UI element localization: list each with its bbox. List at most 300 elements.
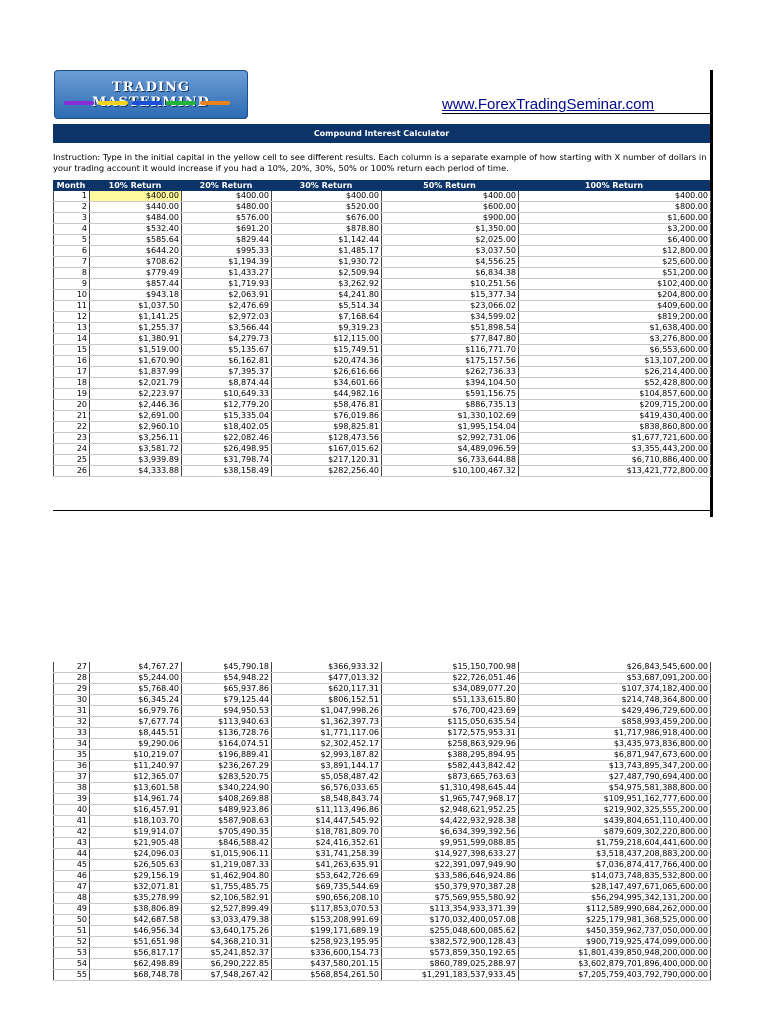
month-cell: 1 bbox=[54, 191, 90, 202]
month-cell: 11 bbox=[54, 301, 90, 312]
month-cell: 7 bbox=[54, 257, 90, 268]
logo-color-stripes bbox=[64, 101, 230, 105]
value-cell: $3,033,479.38 bbox=[182, 915, 272, 926]
value-cell: $1,141.25 bbox=[90, 312, 182, 323]
value-cell: $58,476.81 bbox=[272, 400, 382, 411]
value-cell: $5,135.67 bbox=[182, 345, 272, 356]
value-cell: $620,117.31 bbox=[272, 684, 382, 695]
value-cell: $484.00 bbox=[90, 213, 182, 224]
table-row bbox=[54, 684, 711, 695]
value-cell: $520.00 bbox=[272, 202, 382, 213]
value-cell: $38,806.89 bbox=[90, 904, 182, 915]
value-cell: $8,548,843.74 bbox=[272, 794, 382, 805]
value-cell: $3,518,437,208,883,200.00 bbox=[519, 849, 711, 860]
value-cell: $1,837.99 bbox=[90, 367, 182, 378]
month-cell: 3 bbox=[54, 213, 90, 224]
value-cell: $3,200.00 bbox=[519, 224, 711, 235]
value-cell: $366,933.32 bbox=[272, 662, 382, 673]
table-row bbox=[54, 378, 711, 389]
value-cell: $1,433.27 bbox=[182, 268, 272, 279]
table-row bbox=[54, 224, 711, 235]
logo-stripe bbox=[64, 101, 94, 105]
website-link[interactable]: www.ForexTradingSeminar.com bbox=[442, 96, 655, 113]
table-row bbox=[54, 739, 711, 750]
table-row bbox=[54, 948, 711, 959]
value-cell: $3,640,175.26 bbox=[182, 926, 272, 937]
initial-capital-input-cell[interactable]: $400.00 bbox=[90, 191, 182, 202]
value-cell: $79,125.44 bbox=[182, 695, 272, 706]
value-cell: $886,735.13 bbox=[382, 400, 519, 411]
table-row bbox=[54, 246, 711, 257]
table-row bbox=[54, 783, 711, 794]
value-cell: $31,741,258.39 bbox=[272, 849, 382, 860]
instruction-text: Instruction: Type in the initial capital in the yellow cell to see different results. Each column is a separate example of how starting with X number of dollars in your trading account it would increase if you had a 10%, 20%, 30%, 50% or 100% return each period of time. bbox=[53, 152, 707, 173]
value-cell: $8,874.44 bbox=[182, 378, 272, 389]
value-cell: $90,656,208.10 bbox=[272, 893, 382, 904]
value-cell: $26,505.63 bbox=[90, 860, 182, 871]
header-50-return: 50% Return bbox=[423, 181, 476, 190]
month-cell: 14 bbox=[54, 334, 90, 345]
value-cell: $2,476.69 bbox=[182, 301, 272, 312]
value-cell: $4,241.80 bbox=[272, 290, 382, 301]
value-cell: $419,430,400.00 bbox=[519, 411, 711, 422]
table-row bbox=[54, 191, 711, 202]
month-cell: 21 bbox=[54, 411, 90, 422]
value-cell: $838,860,800.00 bbox=[519, 422, 711, 433]
logo-stripe bbox=[132, 101, 162, 105]
value-cell: $437,580,201.15 bbox=[272, 959, 382, 970]
value-cell: $5,241,852.37 bbox=[182, 948, 272, 959]
table-row bbox=[54, 268, 711, 279]
value-cell: $199,171,689.19 bbox=[272, 926, 382, 937]
table-row bbox=[54, 290, 711, 301]
value-cell: $5,768.40 bbox=[90, 684, 182, 695]
value-cell: $1,380.91 bbox=[90, 334, 182, 345]
value-cell: $1,965,747,968.17 bbox=[382, 794, 519, 805]
value-cell: $676.00 bbox=[272, 213, 382, 224]
value-cell: $41,263,635.91 bbox=[272, 860, 382, 871]
value-cell: $576.00 bbox=[182, 213, 272, 224]
value-cell: $26,214,400.00 bbox=[519, 367, 711, 378]
value-cell: $28,147,497,671,065,600.00 bbox=[519, 882, 711, 893]
table-row bbox=[54, 871, 711, 882]
month-cell: 15 bbox=[54, 345, 90, 356]
value-cell: $258,923,195.95 bbox=[272, 937, 382, 948]
value-cell: $1,638,400.00 bbox=[519, 323, 711, 334]
value-cell: $2,025.00 bbox=[382, 235, 519, 246]
month-cell: 12 bbox=[54, 312, 90, 323]
value-cell: $489,923.86 bbox=[182, 805, 272, 816]
value-cell: $13,421,772,800.00 bbox=[519, 466, 711, 477]
header-underline bbox=[442, 113, 710, 114]
value-cell: $50,379,970,387.28 bbox=[382, 882, 519, 893]
value-cell: $1,194.39 bbox=[182, 257, 272, 268]
value-cell: $995.33 bbox=[182, 246, 272, 257]
header-20-return: 20% Return bbox=[199, 181, 253, 190]
value-cell: $22,391,097,949.90 bbox=[382, 860, 519, 871]
value-cell: $879,609,302,220,800.00 bbox=[519, 827, 711, 838]
value-cell: $1,462,904.80 bbox=[182, 871, 272, 882]
value-cell: $382,572,900,128.43 bbox=[382, 937, 519, 948]
header-month: Month bbox=[56, 181, 86, 190]
value-cell: $2,960.10 bbox=[90, 422, 182, 433]
value-cell: $6,710,886,400.00 bbox=[519, 455, 711, 466]
value-cell: $7,168.64 bbox=[272, 312, 382, 323]
value-cell: $76,019.86 bbox=[272, 411, 382, 422]
table-row bbox=[54, 904, 711, 915]
value-cell: $217,120.31 bbox=[272, 455, 382, 466]
value-cell: $15,150,700.98 bbox=[382, 662, 519, 673]
value-cell: $1,142.44 bbox=[272, 235, 382, 246]
value-cell: $3,581.72 bbox=[90, 444, 182, 455]
table-row bbox=[54, 706, 711, 717]
value-cell: $1,485.17 bbox=[272, 246, 382, 257]
month-cell: 36 bbox=[54, 761, 90, 772]
value-cell: $25,600.00 bbox=[519, 257, 711, 268]
value-cell: $336,600,154.73 bbox=[272, 948, 382, 959]
value-cell: $1,255.37 bbox=[90, 323, 182, 334]
value-cell: $9,951,599,088.85 bbox=[382, 838, 519, 849]
value-cell: $587,908.63 bbox=[182, 816, 272, 827]
table-row bbox=[54, 433, 711, 444]
month-cell: 26 bbox=[54, 466, 90, 477]
month-cell: 53 bbox=[54, 948, 90, 959]
value-cell: $4,279.73 bbox=[182, 334, 272, 345]
compound-table-page1 bbox=[53, 191, 711, 477]
value-cell: $1,670.90 bbox=[90, 356, 182, 367]
value-cell: $7,677.74 bbox=[90, 717, 182, 728]
value-cell: $591,156.75 bbox=[382, 389, 519, 400]
table-row bbox=[54, 816, 711, 827]
value-cell: $26,843,545,600.00 bbox=[519, 662, 711, 673]
value-cell: $51,898.54 bbox=[382, 323, 519, 334]
value-cell: $204,800.00 bbox=[519, 290, 711, 301]
value-cell: $1,219,087.33 bbox=[182, 860, 272, 871]
value-cell: $258,863,929.96 bbox=[382, 739, 519, 750]
month-cell: 2 bbox=[54, 202, 90, 213]
value-cell: $4,489,096.59 bbox=[382, 444, 519, 455]
value-cell: $262,736.33 bbox=[382, 367, 519, 378]
value-cell: $11,240.97 bbox=[90, 761, 182, 772]
value-cell: $1,330,102.69 bbox=[382, 411, 519, 422]
value-cell: $15,335.04 bbox=[182, 411, 272, 422]
value-cell: $1,310,498,645.44 bbox=[382, 783, 519, 794]
value-cell: $1,677,721,600.00 bbox=[519, 433, 711, 444]
value-cell: $3,435,973,836,800.00 bbox=[519, 739, 711, 750]
table-row bbox=[54, 400, 711, 411]
value-cell: $5,058,487.42 bbox=[272, 772, 382, 783]
value-cell: $873,665,763.63 bbox=[382, 772, 519, 783]
value-cell: $75,569,955,580.92 bbox=[382, 893, 519, 904]
value-cell: $477,013.32 bbox=[272, 673, 382, 684]
value-cell: $400.00 bbox=[382, 191, 519, 202]
table-row bbox=[54, 345, 711, 356]
logo-stripe bbox=[200, 101, 230, 105]
table-row bbox=[54, 235, 711, 246]
value-cell: $3,566.44 bbox=[182, 323, 272, 334]
value-cell: $1,291,183,537,933.45 bbox=[382, 970, 519, 981]
month-cell: 8 bbox=[54, 268, 90, 279]
value-cell: $22,726,051.46 bbox=[382, 673, 519, 684]
value-cell: $77,847.80 bbox=[382, 334, 519, 345]
value-cell: $6,733,644.88 bbox=[382, 455, 519, 466]
month-cell: 48 bbox=[54, 893, 90, 904]
month-cell: 52 bbox=[54, 937, 90, 948]
table-row bbox=[54, 860, 711, 871]
value-cell: $846,588.42 bbox=[182, 838, 272, 849]
value-cell: $46,956.34 bbox=[90, 926, 182, 937]
value-cell: $943.18 bbox=[90, 290, 182, 301]
value-cell: $51,200.00 bbox=[519, 268, 711, 279]
month-cell: 23 bbox=[54, 433, 90, 444]
value-cell: $2,021.79 bbox=[90, 378, 182, 389]
value-cell: $400.00 bbox=[182, 191, 272, 202]
value-cell: $44,982.16 bbox=[272, 389, 382, 400]
month-cell: 17 bbox=[54, 367, 90, 378]
value-cell: $4,767.27 bbox=[90, 662, 182, 673]
value-cell: $26,498.95 bbox=[182, 444, 272, 455]
month-cell: 32 bbox=[54, 717, 90, 728]
month-cell: 4 bbox=[54, 224, 90, 235]
month-cell: 22 bbox=[54, 422, 90, 433]
value-cell: $1,350.00 bbox=[382, 224, 519, 235]
table-row bbox=[54, 367, 711, 378]
value-cell: $56,817.17 bbox=[90, 948, 182, 959]
value-cell: $705,490.35 bbox=[182, 827, 272, 838]
month-cell: 24 bbox=[54, 444, 90, 455]
value-cell: $708.62 bbox=[90, 257, 182, 268]
table-row bbox=[54, 213, 711, 224]
table-row bbox=[54, 882, 711, 893]
logo-stripe bbox=[166, 101, 196, 105]
month-cell: 19 bbox=[54, 389, 90, 400]
value-cell: $1,771,117.06 bbox=[272, 728, 382, 739]
value-cell: $115,050,635.54 bbox=[382, 717, 519, 728]
value-cell: $62,498.89 bbox=[90, 959, 182, 970]
table-row bbox=[54, 805, 711, 816]
month-cell: 44 bbox=[54, 849, 90, 860]
value-cell: $167,015.62 bbox=[272, 444, 382, 455]
month-cell: 10 bbox=[54, 290, 90, 301]
month-cell: 51 bbox=[54, 926, 90, 937]
month-cell: 25 bbox=[54, 455, 90, 466]
value-cell: $806,152.51 bbox=[272, 695, 382, 706]
value-cell: $900.00 bbox=[382, 213, 519, 224]
value-cell: $6,400.00 bbox=[519, 235, 711, 246]
table-row bbox=[54, 312, 711, 323]
value-cell: $2,446.36 bbox=[90, 400, 182, 411]
value-cell: $2,302,452.17 bbox=[272, 739, 382, 750]
value-cell: $31,798.74 bbox=[182, 455, 272, 466]
value-cell: $4,556.25 bbox=[382, 257, 519, 268]
value-cell: $18,781,809.70 bbox=[272, 827, 382, 838]
value-cell: $857.44 bbox=[90, 279, 182, 290]
value-cell: $76,700,423.69 bbox=[382, 706, 519, 717]
value-cell: $196,889.41 bbox=[182, 750, 272, 761]
value-cell: $860,789,025,288.97 bbox=[382, 959, 519, 970]
value-cell: $600.00 bbox=[382, 202, 519, 213]
value-cell: $8,445.51 bbox=[90, 728, 182, 739]
value-cell: $14,073,748,835,532,800.00 bbox=[519, 871, 711, 882]
value-cell: $68,748.78 bbox=[90, 970, 182, 981]
value-cell: $26,616.66 bbox=[272, 367, 382, 378]
value-cell: $18,103.70 bbox=[90, 816, 182, 827]
value-cell: $4,422,932,928.38 bbox=[382, 816, 519, 827]
value-cell: $3,276,800.00 bbox=[519, 334, 711, 345]
value-cell: $3,939.89 bbox=[90, 455, 182, 466]
value-cell: $1,930.72 bbox=[272, 257, 382, 268]
value-cell: $10,251.56 bbox=[382, 279, 519, 290]
table-row bbox=[54, 838, 711, 849]
value-cell: $113,940.63 bbox=[182, 717, 272, 728]
value-cell: $21,905.48 bbox=[90, 838, 182, 849]
value-cell: $3,256.11 bbox=[90, 433, 182, 444]
month-cell: 30 bbox=[54, 695, 90, 706]
value-cell: $400.00 bbox=[519, 191, 711, 202]
month-cell: 9 bbox=[54, 279, 90, 290]
table-row bbox=[54, 301, 711, 312]
value-cell: $1,755,485.75 bbox=[182, 882, 272, 893]
value-cell: $573,859,350,192.65 bbox=[382, 948, 519, 959]
value-cell: $153,208,991.69 bbox=[272, 915, 382, 926]
value-cell: $1,759,218,604,441,600.00 bbox=[519, 838, 711, 849]
logo-stripe bbox=[98, 101, 128, 105]
value-cell: $219,902,325,555,200.00 bbox=[519, 805, 711, 816]
month-cell: 39 bbox=[54, 794, 90, 805]
value-cell: $38,158.49 bbox=[182, 466, 272, 477]
value-cell: $112,589,990,684,262,000.00 bbox=[519, 904, 711, 915]
month-cell: 6 bbox=[54, 246, 90, 257]
value-cell: $94,950.53 bbox=[182, 706, 272, 717]
value-cell: $6,162.81 bbox=[182, 356, 272, 367]
value-cell: $52,428,800.00 bbox=[519, 378, 711, 389]
value-cell: $172,575,953.31 bbox=[382, 728, 519, 739]
value-cell: $12,779.20 bbox=[182, 400, 272, 411]
value-cell: $10,649.33 bbox=[182, 389, 272, 400]
value-cell: $7,548,267.42 bbox=[182, 970, 272, 981]
table-row bbox=[54, 970, 711, 981]
value-cell: $6,871,947,673,600.00 bbox=[519, 750, 711, 761]
value-cell: $779.49 bbox=[90, 268, 182, 279]
value-cell: $34,599.02 bbox=[382, 312, 519, 323]
value-cell: $582,443,842.42 bbox=[382, 761, 519, 772]
value-cell: $24,416,352.61 bbox=[272, 838, 382, 849]
month-cell: 33 bbox=[54, 728, 90, 739]
table-row bbox=[54, 257, 711, 268]
table-row bbox=[54, 695, 711, 706]
value-cell: $2,063.91 bbox=[182, 290, 272, 301]
value-cell: $45,790.18 bbox=[182, 662, 272, 673]
table-row bbox=[54, 466, 711, 477]
value-cell: $11,113,496.86 bbox=[272, 805, 382, 816]
month-cell: 45 bbox=[54, 860, 90, 871]
value-cell: $13,107,200.00 bbox=[519, 356, 711, 367]
value-cell: $98,825.81 bbox=[272, 422, 382, 433]
value-cell: $128,473.56 bbox=[272, 433, 382, 444]
value-cell: $53,642,726.69 bbox=[272, 871, 382, 882]
value-cell: $53,687,091,200.00 bbox=[519, 673, 711, 684]
month-cell: 47 bbox=[54, 882, 90, 893]
value-cell: $24,096.03 bbox=[90, 849, 182, 860]
value-cell: $10,219.07 bbox=[90, 750, 182, 761]
value-cell: $1,995,154.04 bbox=[382, 422, 519, 433]
value-cell: $532.40 bbox=[90, 224, 182, 235]
value-cell: $2,691.00 bbox=[90, 411, 182, 422]
value-cell: $1,801,439,850,948,200,000.00 bbox=[519, 948, 711, 959]
value-cell: $14,961.74 bbox=[90, 794, 182, 805]
value-cell: $900,719,925,474,099,000.00 bbox=[519, 937, 711, 948]
header-10-return: 10% Return bbox=[108, 181, 162, 190]
value-cell: $6,576,033.65 bbox=[272, 783, 382, 794]
value-cell: $2,993,187.82 bbox=[272, 750, 382, 761]
value-cell: $585.64 bbox=[90, 235, 182, 246]
value-cell: $1,717,986,918,400.00 bbox=[519, 728, 711, 739]
value-cell: $6,979.76 bbox=[90, 706, 182, 717]
value-cell: $5,244.00 bbox=[90, 673, 182, 684]
month-cell: 5 bbox=[54, 235, 90, 246]
value-cell: $429,496,729,600.00 bbox=[519, 706, 711, 717]
value-cell: $164,074.51 bbox=[182, 739, 272, 750]
value-cell: $819,200.00 bbox=[519, 312, 711, 323]
value-cell: $4,333.88 bbox=[90, 466, 182, 477]
month-cell: 54 bbox=[54, 959, 90, 970]
value-cell: $27,487,790,694,400.00 bbox=[519, 772, 711, 783]
month-cell: 38 bbox=[54, 783, 90, 794]
value-cell: $51,133,615.80 bbox=[382, 695, 519, 706]
value-cell: $236,267.29 bbox=[182, 761, 272, 772]
table-row bbox=[54, 673, 711, 684]
value-cell: $54,948.22 bbox=[182, 673, 272, 684]
value-cell: $388,295,894.95 bbox=[382, 750, 519, 761]
month-cell: 34 bbox=[54, 739, 90, 750]
month-cell: 41 bbox=[54, 816, 90, 827]
month-cell: 27 bbox=[54, 662, 90, 673]
value-cell: $400.00 bbox=[272, 191, 382, 202]
table-row bbox=[54, 662, 711, 673]
month-cell: 16 bbox=[54, 356, 90, 367]
value-cell: $1,600.00 bbox=[519, 213, 711, 224]
value-cell: $6,345.24 bbox=[90, 695, 182, 706]
value-cell: $2,509.94 bbox=[272, 268, 382, 279]
table-row bbox=[54, 926, 711, 937]
table-row bbox=[54, 728, 711, 739]
calculator-title: Compound Interest Calculator bbox=[53, 124, 710, 143]
value-cell: $104,857,600.00 bbox=[519, 389, 711, 400]
table-row bbox=[54, 827, 711, 838]
table-row bbox=[54, 937, 711, 948]
value-cell: $1,519.00 bbox=[90, 345, 182, 356]
month-cell: 28 bbox=[54, 673, 90, 684]
value-cell: $22,082.46 bbox=[182, 433, 272, 444]
value-cell: $214,748,364,800.00 bbox=[519, 695, 711, 706]
value-cell: $800.00 bbox=[519, 202, 711, 213]
table-row bbox=[54, 411, 711, 422]
value-cell: $10,100,467.32 bbox=[382, 466, 519, 477]
value-cell: $56,294,995,342,131,200.00 bbox=[519, 893, 711, 904]
value-cell: $54,975,581,388,800.00 bbox=[519, 783, 711, 794]
logo-brand-name: TRADING bbox=[112, 80, 190, 95]
table-row bbox=[54, 323, 711, 334]
table-row bbox=[54, 202, 711, 213]
table-row bbox=[54, 772, 711, 783]
header-100-return: 100% Return bbox=[584, 181, 644, 190]
value-cell: $42,687.58 bbox=[90, 915, 182, 926]
table-row bbox=[54, 356, 711, 367]
table-header bbox=[53, 180, 710, 191]
value-cell: $878.80 bbox=[272, 224, 382, 235]
table-row bbox=[54, 334, 711, 345]
value-cell: $209,715,200.00 bbox=[519, 400, 711, 411]
